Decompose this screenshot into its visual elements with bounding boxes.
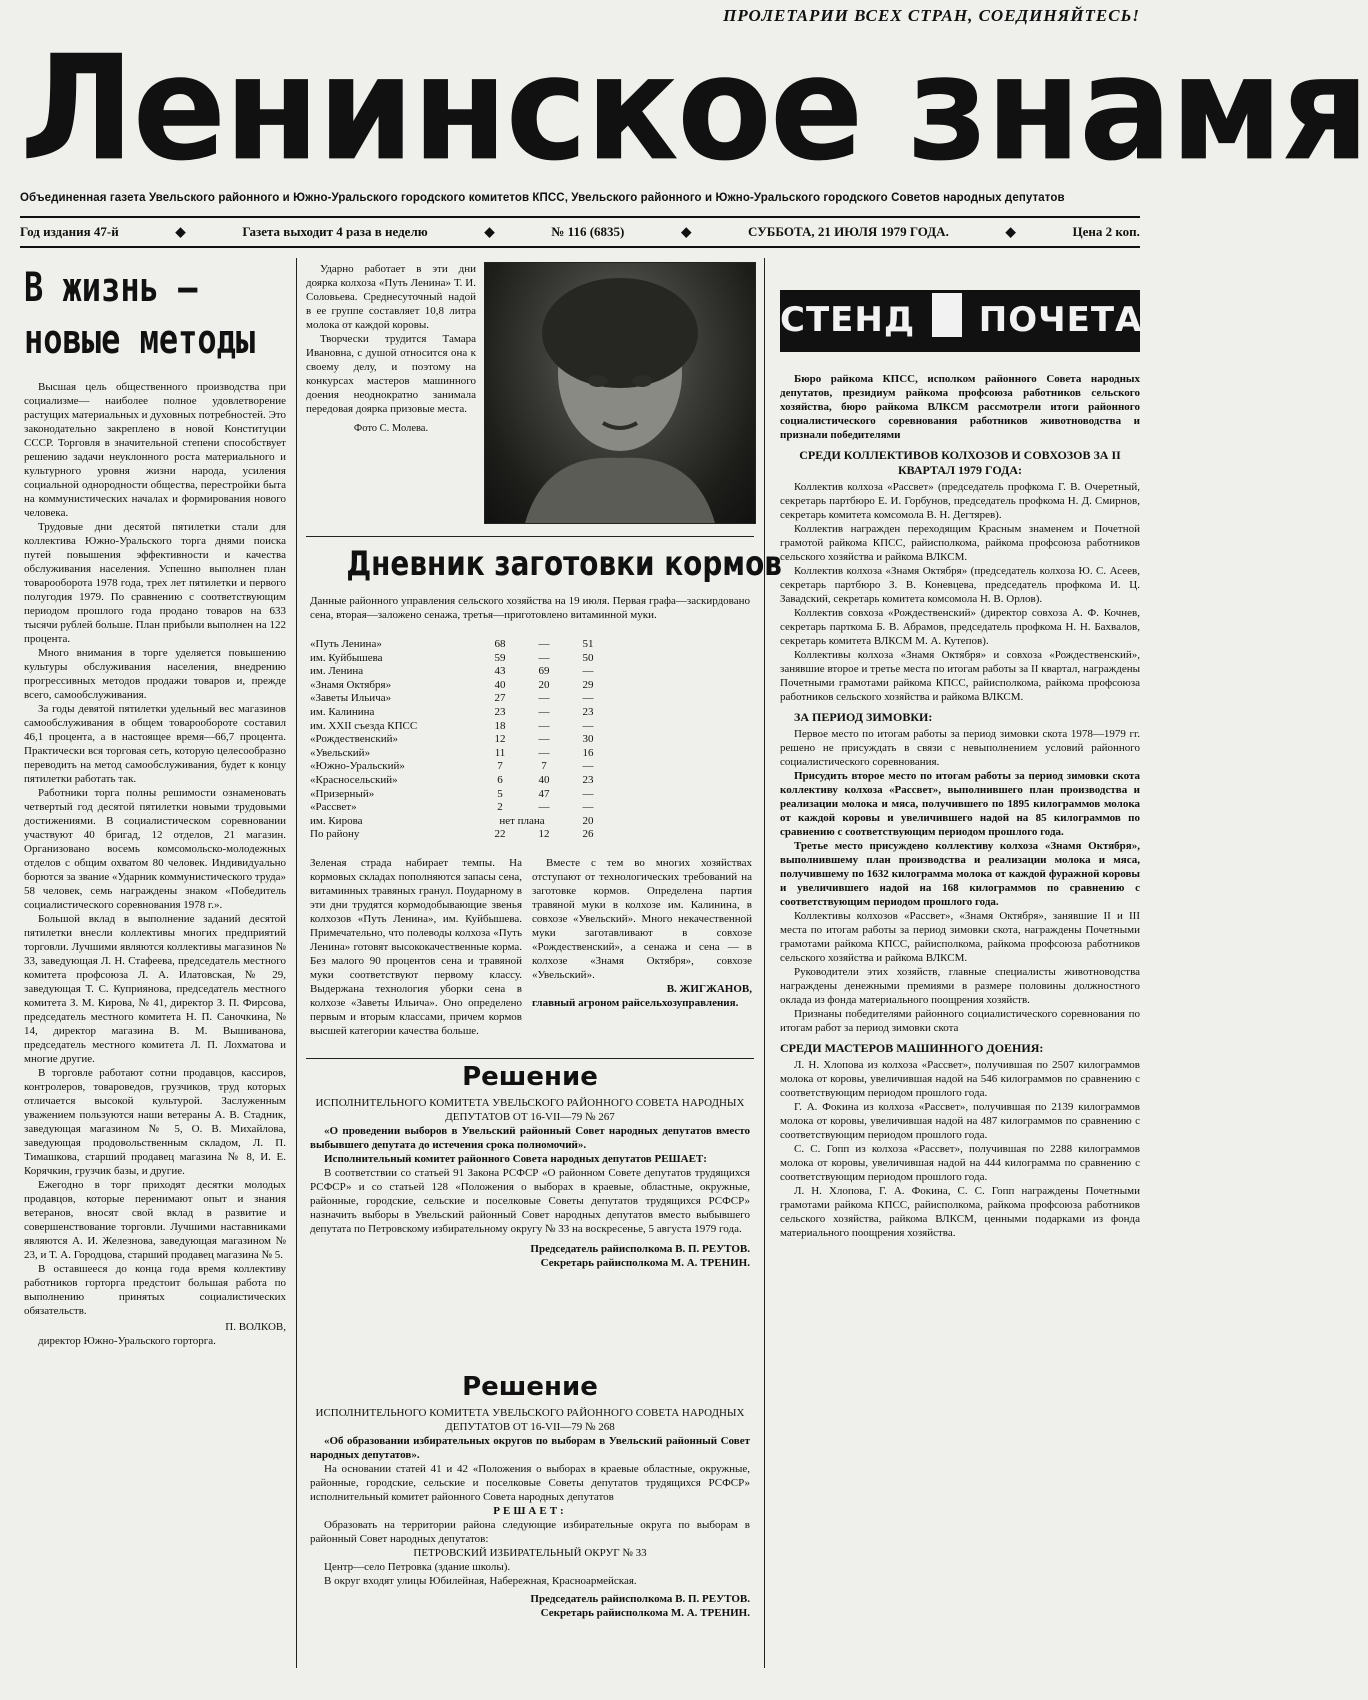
decision-2-resolves: РЕШАЕТ: — [493, 1505, 567, 1517]
paragraph: С. С. Гопп из колхоза «Рассвет», получившая по 2288 килограммов молока от коровы, увеличившая надой на 444 килограмма по сравнению с соответствующим периодом прошлого года. — [780, 1143, 1140, 1183]
table-cell: 59 — [494, 651, 506, 664]
forage-table-row — [310, 815, 610, 829]
section-heading-wintering: ЗА ПЕРИОД ЗИМОВКИ: — [794, 710, 933, 724]
column-divider — [296, 258, 297, 1668]
decision-2-center: Центр—село Петровка (здание школы). — [324, 1561, 511, 1573]
table-cell: — — [538, 719, 550, 732]
farm-name: «Рассвет» — [310, 801, 357, 814]
forage-table-row — [310, 692, 610, 706]
diamond-icon: ◆ — [484, 224, 495, 239]
diary-title: Дневник заготовки кормов — [346, 544, 782, 584]
forage-table — [310, 638, 610, 852]
decision-1-chairman: Председатель райисполкома В. П. РЕУТОВ. — [530, 1243, 750, 1255]
author-name: П. ВОЛКОВ, — [225, 1321, 286, 1333]
farm-name: «Увельский» — [310, 746, 371, 759]
decision-1-lead: «О проведении выборов в Увельский районный Совет народных депутатов вместо выбывшего депутата до истечения срока полномочий». — [310, 1125, 750, 1151]
farm-name: «Заветы Ильича» — [310, 692, 392, 705]
diamond-icon: ◆ — [681, 224, 692, 239]
table-cell: 43 — [494, 665, 506, 678]
decision-1-subtitle: ИСПОЛНИТЕЛЬНОГО КОМИТЕТА УВЕЛЬСКОГО РАЙОННОГО СОВЕТА НАРОДНЫХ ДЕПУТАТОВ ОТ 16-VII—79 № 267 — [315, 1097, 745, 1123]
forage-table-row — [310, 801, 610, 815]
photo-credit: Фото С. Молева. — [353, 423, 429, 434]
table-cell: 50 — [582, 651, 594, 664]
paragraph: Руководители этих хозяйств, главные специалисты животноводства награждены денежными премиями в размере половины должностного оклада из фонда материального поощрения хозяйств. — [780, 966, 1140, 1006]
table-cell: 27 — [494, 692, 506, 705]
table-cell: 6 — [497, 773, 503, 786]
forage-table-row — [310, 706, 610, 720]
masthead-subtitle: Объединенная газета Увельского районного и Южно-Уральского городского комитетов КПСС, Увельского районного и Южно-Уральского городского Советов народных депутатов — [20, 192, 1065, 204]
paragraph: Большой вклад в выполнение заданий десятой пятилетки внесли коллективы многих предприятий торговли. Лучшими являются коллективы магазинов № 33, заведующая Л. Н. Стафеева, председатель местного комитета профсоюза Л. А. Илатовская, № 29, заведующая Т. С. Куприянова, председатель местного комитета З. М. Кирова, № 41, директор З. П. Фирсова, председатель местного комитета Н. П. Саночкина, № 14, директор магазина В. М. Вышиванова, председатель местного комитета Л. П. Лохматова и многие другие. — [24, 913, 286, 1065]
article-body — [24, 380, 286, 1348]
portrait-photo — [484, 262, 756, 524]
forage-table-row — [310, 652, 610, 666]
paragraph: Л. Н. Хлопова из колхоза «Рассвет», получившая по 2507 килограммов молока от коровы, увеличившая надой на 546 килограммов по сравнению с соответствующим периодом прошлого года. — [780, 1059, 1140, 1099]
paragraph: Высшая цель общественного производства при социализме— наиболее полное удовлетворение растущих материальных и духовных потребностей. Это законодательно закреплено в новой Конституции СССР. Торговля в значительной степени способствует решению задачи неуклонного роста материального и культурного уровня жизни народа, усиления социальной однородности общества, перестройки быта на коммунистических началах и формирования нового человека. — [24, 381, 286, 519]
table-cell: 20 — [538, 678, 550, 691]
table-cell: 30 — [582, 733, 594, 746]
table-cell: 68 — [494, 638, 506, 650]
decision-2-text: На основании статей 41 и 42 «Положения о выборах в краевые областные, окружные, районные, городские, сельские и поселковые Советы депутатов трудящихся РСФСР» исполнительный комитет районного Совета народных депутатов — [310, 1463, 750, 1503]
honor-board-banner — [780, 290, 1143, 352]
decision-1-title: Решение — [462, 1062, 598, 1092]
paragraph: Л. Н. Хлопова, Г. А. Фокина, С. С. Гопп награждены Почетными грамотами райкома КПСС, райисполкома, райкома профсоюза работников сельского хозяйства, райкома ВЛКСМ, ценными подарками из фонда материального поощрения хозяйства. — [780, 1185, 1140, 1239]
farm-name: «Знамя Октября» — [310, 678, 392, 691]
paragraph: Первое место по итогам работы за период зимовки скота 1978—1979 гг. решено не присуждать в связи с невыполнением условий районного социалистического соревнования. — [780, 728, 1140, 768]
table-cell: 26 — [582, 828, 594, 841]
paragraph: Коллектив совхоза «Рождественский» (директор совхоза А. Ф. Кочнев, секретарь парткома Б. В. Абрамов, председатель профкома Н. Н. Бахвалов, секретарь комитета ВЛКСМ М. А. Кутепов). — [780, 607, 1140, 647]
table-cell: 29 — [582, 678, 594, 691]
farm-name: По району — [310, 828, 360, 841]
farm-name: «Красносельский» — [310, 773, 398, 786]
table-cell: 40 — [494, 678, 506, 691]
table-cell: 23 — [582, 705, 594, 718]
paragraph: В оставшееся до конца года время коллективу работников горторга предстоит большая работа по выполнению принятых социалистических обязательств. — [24, 1263, 286, 1317]
diary-author: В. ЖИГЖАНОВ, — [666, 983, 752, 995]
forage-table-row — [310, 720, 610, 734]
paragraph: Коллектив колхоза «Рассвет» (председатель профкома Г. В. Очеретный, секретарь партбюро Е. И. Горбунов, председатель профкома Н. Д. Смирнов, секретарь комитета комсомола В. Н. Дегтярев). — [780, 481, 1140, 521]
table-cell: 22 — [494, 828, 506, 841]
decision-2-title: Решение — [462, 1372, 598, 1402]
decision-2-chairman: Председатель райисполкома В. П. РЕУТОВ. — [530, 1593, 750, 1605]
table-cell: 51 — [582, 638, 594, 650]
paragraph: Признаны победителями районного социалистического соревнования по итогам работ за период зимовки скота — [780, 1008, 1140, 1034]
table-cell: 20 — [582, 814, 594, 827]
paragraph: Коллектив награжден переходящим Красным знаменем и Почетной грамотой райкома КПСС, райисполкома, райкома профсоюза работников сельского хозяйства и райкома ВЛКСМ. — [780, 523, 1140, 563]
header-top-rule — [20, 216, 1140, 218]
farm-name: «Призерный» — [310, 787, 375, 800]
section-divider — [306, 1058, 754, 1059]
issue-date: СУББОТА, 21 ИЮЛЯ 1979 ГОДА. — [748, 224, 949, 239]
table-cell: — — [582, 692, 594, 705]
decision-2-district: ПЕТРОВСКИЙ ИЗБИРАТЕЛЬНЫЙ ОКРУГ № 33 — [413, 1547, 647, 1559]
forage-table-row — [310, 788, 610, 802]
paragraph: Коллективы колхозов «Рассвет», «Знамя Октября», занявшие II и III места по итогам работы за период зимовки скота, награждены Почетными грамотами райкома КПСС, райисполкома, райкома профсоюза работников сельского хозяйства и райкома ВЛКСМ. — [780, 910, 1140, 964]
paragraph: Третье место присуждено коллективу колхоза «Знамя Октября», выполнившему план производства и реализации молока и мяса, получившему по 1632 килограмма молока от каждой фуражной коровы и увеличившего надой на 168 килограммов по сравнению с соответствующим периодом прошлого года. — [780, 840, 1140, 908]
diary-text-col-2 — [532, 856, 752, 1056]
issue-number: № 116 (6835) — [551, 224, 625, 239]
table-cell: 7 — [497, 760, 503, 773]
farm-name: им. Ленина — [310, 665, 364, 678]
article-new-methods — [24, 262, 286, 1682]
table-cell: — — [582, 801, 594, 814]
decision-2-secretary: Секретарь райисполкома М. А. ТРЕНИН. — [540, 1607, 750, 1619]
table-cell: 18 — [494, 719, 506, 732]
decision-2-text-2: Образовать на территории района следующие избирательные округа по выборам в районный Совет народных депутатов: — [310, 1519, 750, 1545]
table-cell: — — [538, 638, 550, 650]
headline-line-2: новые методы — [24, 317, 256, 363]
table-cell: 12 — [494, 733, 506, 746]
table-cell: 16 — [582, 746, 594, 759]
headline-line-1: В жизнь — — [24, 265, 198, 311]
table-cell: 47 — [538, 787, 550, 800]
table-cell: нет плана — [499, 814, 545, 827]
farm-name: им. Куйбышева — [310, 651, 383, 664]
forage-table-row — [310, 828, 610, 842]
table-cell: 2 — [497, 801, 503, 814]
diamond-icon: ◆ — [175, 224, 186, 239]
paragraph: Присудить второе место по итогам работы за период зимовки скота коллективу колхоза «Рассвет», выполнившего план производства и реализации молока и мяса, получившего по 1895 килограммов молока от каждой коровы и увеличившего надой на 85 килограммов по сравнению с соответствующим периодом прошлого года. — [780, 770, 1140, 838]
forage-table-row — [310, 733, 610, 747]
forage-table-row — [310, 638, 610, 652]
paragraph: Коллективы колхоза «Знамя Октября» и совхоза «Рождественский», занявшие второе и третье места по итогам работы за II квартал, награждены Почетными грамотами райкома КПСС, райисполкома, райкома профсоюза работников сельского хозяйства и райкома ВЛКСМ. — [780, 649, 1140, 703]
forage-table-grid — [310, 638, 610, 842]
banner-text-left: СТЕНД — [780, 300, 916, 340]
table-cell: — — [538, 705, 550, 718]
table-cell: 12 — [538, 828, 550, 841]
diary-author-role: главный агроном райсельхозуправления. — [532, 997, 739, 1009]
table-cell: — — [538, 651, 550, 664]
forage-table-row — [310, 679, 610, 693]
farm-name: «Южно-Уральский» — [310, 760, 405, 773]
decision-1-resolves: Исполнительный комитет районного Совета народных депутатов РЕШАЕТ: — [324, 1153, 707, 1165]
paragraph: В торговле работают сотни продавцов, кассиров, контролеров, товароведов, грузчиков, труд которых отличается высокой культурой. Заслуженным уважением пользуются наши ветераны А. В. Стадник, заведующая магазином № 5, О. В. Михайлова, заведующая продовольственным складом, Л. П. Тимашкова, старший продавец магазина № 8, И. Е. Корячкин, грузчик базы, и другие. — [24, 1067, 286, 1177]
section-divider — [306, 536, 754, 537]
caption-paragraph: Ударно работает в эти дни доярка колхоза «Путь Ленина» Т. И. Соловьева. Среднесуточный надой в ее группе составляет 10,8 литра молока от каждой коровы. — [306, 263, 476, 331]
table-cell: 69 — [538, 665, 550, 678]
honor-board-intro: Бюро райкома КПСС, исполком районного Совета народных депутатов, президиум райкома профсоюза работников сельского хозяйства, бюро райкома ВЛКСМ рассмотрели итоги районного социалистического соревнования работников животноводства и признали победителями — [780, 373, 1140, 441]
table-cell: 23 — [494, 705, 506, 718]
diary-intro: Данные районного управления сельского хозяйства на 19 июля. Первая графа—заскирдовано сена, вторая—заложено сенажа, третья—приготовлено витаминной муки. — [310, 595, 750, 621]
forage-table-row — [310, 774, 610, 788]
paragraph: Трудовые дни десятой пятилетки стали для коллектива Южно-Уральского торга днями поиска путей повышения эффективности и качества обслуживания населения. Успешно выполнен план товарооборота 1978 года, трех лет пятилетки и первого полугодия 1979. По сравнению с соответствующим периодом прошлого года продано товаров на 633 тысячи рублей больше. План прибыли выполнен на 122 процента. — [24, 521, 286, 645]
paragraph: Ежегодно в торг приходят десятки молодых продавцов, которые перенимают опыт и знания ветеранов, вносят свой вклад в развитие и совершенствование торговли. Лучшими наставниками являются А. И. Железнова, заведующая магазином № 23, и Т. А. Городцова, старший продавец магазина № 5. — [24, 1179, 286, 1261]
decision-1-text: В соответствии со статьей 91 Закона РСФСР «О районном Совете депутатов трудящихся РСФСР» и со статьей 128 «Положения о выборах в краевые, областные, окружные, районные, городские, сельские и поселковые Советы депутатов трудящихся РСФСР» назначить выборы в Увельский районный Совет народных депутатов вместо выбывшего депутата по Петровскому избирательному округу № 33 на воскресенье, 5 августа 1979 года. — [310, 1167, 750, 1235]
table-cell: — — [582, 760, 594, 773]
paragraph: Г. А. Фокина из колхоза «Рассвет», получившая по 2139 килограммов молока от коровы, увеличившая надой на 487 килограммов по сравнению с соответствующим периодом прошлого года. — [780, 1101, 1140, 1141]
paragraph: Вместе с тем во многих хозяйствах отступают от технологических требований на заготовке кормов. Определена партия травяной муки в колхозе им. Калинина, в совхозе «Увельский». Много некачественной муки заготавливают в совхозе «Рождественский», а сенажа и сена — в колхозе «Знамя Октября», совхозе «Увельский». — [532, 857, 752, 981]
diamond-icon: ◆ — [1005, 224, 1016, 239]
forage-table-row — [310, 760, 610, 774]
banner-text-right: ПОЧЕТА — [978, 300, 1143, 340]
table-cell: 5 — [497, 787, 503, 800]
publication-frequency: Газета выходит 4 раза в неделю — [242, 224, 428, 239]
column-divider — [764, 258, 765, 1668]
table-cell: — — [538, 733, 550, 746]
diary-text-col-1: Зеленая страда набирает темпы. На кормовых складах пополняются запасы сена, витаминных травяных гранул. Поударному в эти дни трудятся кормодобывающие звенья колхозов «Путь Ленина», им. Куйбышева. Примечательно, что полеводы колхоза «Путь Ленина» готовят высококачественные корма. Без малого 90 процентов сена и травяной муки соответствуют первому классу. Выдержана технология уборки сена в колхозе «Заветы Ильича». Оно определено первым и вторым классами, причем кормов высшей категории качества больше. — [310, 857, 522, 1037]
issue-info-bar — [20, 224, 1140, 240]
paragraph: За годы девятой пятилетки удельный вес магазинов самообслуживания в общем товарообороте составил 46,1 процента, а в настоящее время—66,7 процента. Практически вся торговая сеть, которую целесообразно переводить на метод самообслуживания, будет к концу пятилетки работать так. — [24, 703, 286, 785]
honor-board-article — [780, 372, 1140, 1682]
decision-1 — [310, 1096, 750, 1386]
farm-name: им. Калинина — [310, 705, 375, 718]
table-cell: — — [538, 692, 550, 705]
farm-name: им. Кирова — [310, 814, 363, 827]
section-heading-masters: СРЕДИ МАСТЕРОВ МАШИННОГО ДОЕНИЯ: — [780, 1041, 1044, 1055]
decision-2-lead: «Об образовании избирательных округов по выборам в Увельский районный Совет народных депутатов». — [310, 1435, 750, 1461]
table-cell: — — [582, 719, 594, 732]
farm-name: «Рождественский» — [310, 733, 399, 746]
decision-2-streets: В округ входят улицы Юбилейная, Набережная, Красноармейская. — [324, 1575, 637, 1587]
table-cell: 7 — [541, 760, 547, 773]
paragraph: Много внимания в торге уделяется повышению культуры обслуживания населения, внедрению прогрессивных методов продажи товаров и, прежде всего, самообслуживания. — [24, 647, 286, 701]
table-cell: — — [538, 801, 550, 814]
decision-1-secretary: Секретарь райисполкома М. А. ТРЕНИН. — [540, 1257, 750, 1269]
decision-2 — [310, 1406, 750, 1672]
table-cell: 23 — [582, 773, 594, 786]
paragraph: Коллектив колхоза «Знамя Октября» (председатель колхоза Ю. С. Асеев, секретарь партбюро З. В. Коневцева, председатель профкома И. Ц. Завадский, секретарь комитета комсомола Н. В. Орлов). — [780, 565, 1140, 605]
forage-table-row — [310, 665, 610, 679]
decision-2-subtitle: ИСПОЛНИТЕЛЬНОГО КОМИТЕТА УВЕЛЬСКОГО РАЙОННОГО СОВЕТА НАРОДНЫХ ДЕПУТАТОВ ОТ 16-VII—79 № 268 — [315, 1407, 745, 1433]
forage-table-row — [310, 747, 610, 761]
section-heading-collectives: СРЕДИ КОЛЛЕКТИВОВ КОЛХОЗОВ И СОВХОЗОВ ЗА II КВАРТАЛ 1979 ГОДА: — [799, 448, 1121, 477]
photo-caption — [306, 262, 476, 532]
table-cell: — — [582, 787, 594, 800]
masthead-title: Ленинское знамя — [20, 23, 1368, 194]
author-role: директор Южно-Уральского горторга. — [38, 1335, 216, 1347]
table-cell: 40 — [538, 773, 550, 786]
caption-paragraph: Творчески трудится Тамара Ивановна, с душой относится она к своему делу, и поэтому на конкурсах мастеров машинного доения неоднократно занимала передовая доярка призовые места. — [306, 333, 476, 415]
order-emblem-icon — [932, 293, 962, 337]
issue-price: Цена 2 коп. — [1072, 224, 1140, 239]
year-of-publication: Год издания 47-й — [20, 224, 119, 239]
farm-name: «Путь Ленина» — [310, 638, 382, 650]
farm-name: им. XXII съезда КПСС — [310, 719, 418, 732]
slogan: ПРОЛЕТАРИИ ВСЕХ СТРАН, СОЕДИНЯЙТЕСЬ! — [723, 6, 1140, 25]
table-cell: — — [538, 746, 550, 759]
table-cell: 11 — [494, 746, 506, 759]
header-bottom-rule — [20, 246, 1140, 248]
paragraph: Работники торга полны решимости ознаменовать четвертый год десятой пятилетки новыми трудовыми достижениями. В социалистическом соревновании участвуют 40 бригад, 12 отделов, 21 магазин. Организовано восемь комсомольско-молодежных отделов с общим охватом 80 человек. Индивидуально борются за звание «Ударник коммунистического труда» 58 человек, семь награждены знаком «Победитель социалистического соревнования 1978 г.». — [24, 787, 286, 911]
table-cell: — — [582, 665, 594, 678]
portrait-silhouette-icon — [485, 263, 755, 523]
